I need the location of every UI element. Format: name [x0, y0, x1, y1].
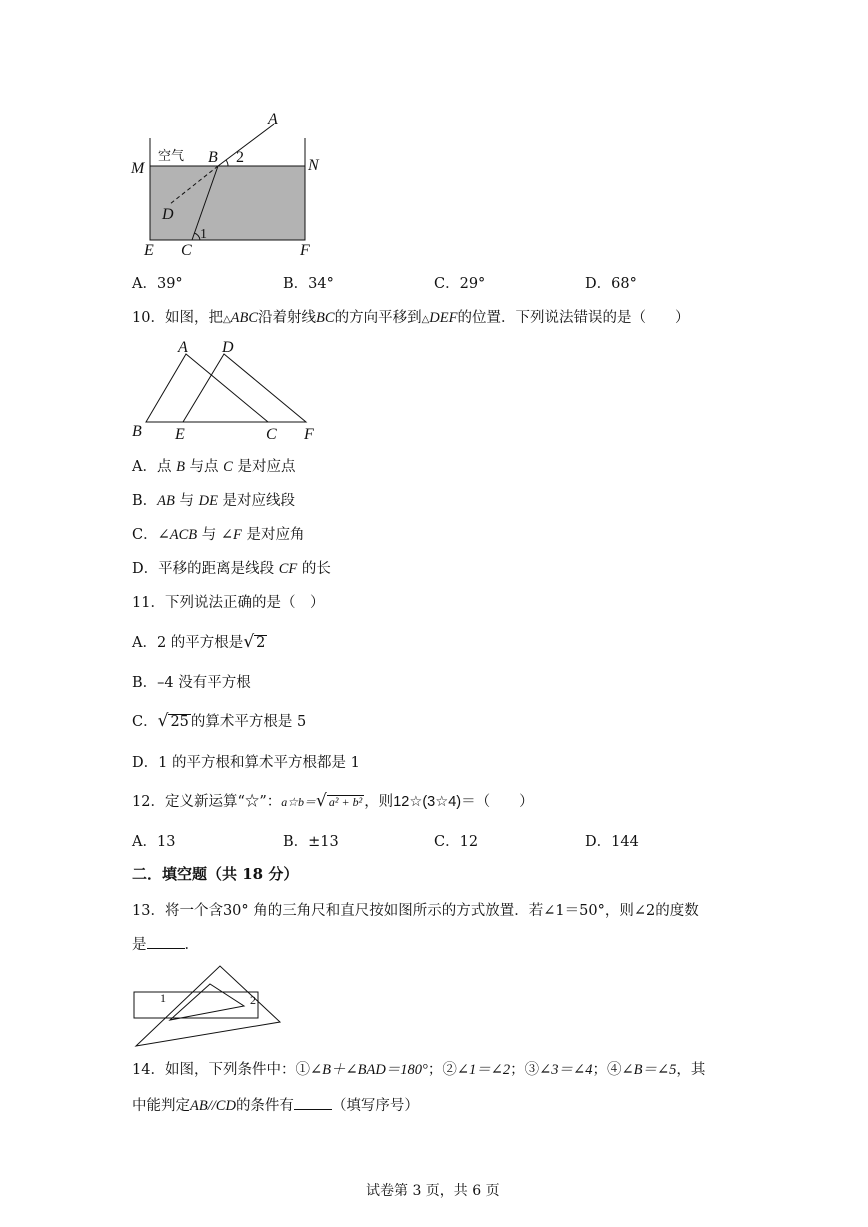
- triangle-ruler-inner: [170, 984, 244, 1020]
- label-2: 2: [236, 149, 244, 166]
- q12-option-c: C．12: [434, 834, 479, 850]
- q12-option-a: A．13: [132, 834, 176, 850]
- answer-blank[interactable]: [294, 1097, 332, 1110]
- label-N: N: [308, 157, 319, 174]
- q11-stem: 11．下列说法正确的是（ ）: [132, 595, 325, 611]
- figure-ruler-triangle: [128, 960, 288, 1052]
- label-B: B: [208, 149, 218, 166]
- ruler: [134, 992, 258, 1018]
- q10-option-d: D．平移的距离是线段 CF 的长: [132, 561, 331, 577]
- water-region: [150, 166, 305, 240]
- label-B: B: [132, 423, 142, 440]
- q11-option-d: D．1 的平方根和算术平方根都是 1: [132, 755, 360, 771]
- label-M: M: [131, 160, 145, 177]
- q9-option-c: C．29°: [434, 276, 486, 292]
- label-F: F: [300, 242, 310, 258]
- triangle-abc: [146, 354, 268, 422]
- angle-2-label: 2: [250, 993, 256, 1007]
- q11-option-b: B．–4 没有平方根: [132, 675, 251, 691]
- label-A: A: [178, 339, 188, 356]
- section-heading: 二．填空题（共 18 分）: [132, 865, 299, 883]
- q12-option-b: B．±13: [283, 834, 339, 850]
- label-D: D: [162, 206, 174, 223]
- label-F: F: [304, 426, 314, 443]
- angle-1-label: 1: [160, 991, 166, 1005]
- q11-option-c: C．√ 25 的算术平方根是 5: [132, 711, 307, 731]
- figure-translation: [128, 336, 328, 444]
- label-C: C: [181, 242, 192, 258]
- q9-option-a: A．39°: [132, 276, 183, 292]
- figure-refraction: [128, 108, 338, 258]
- label-E: E: [144, 242, 154, 258]
- q12-stem: 12．定义新运算“☆”：a☆b＝√ a² + b² ，则12☆(3☆4)＝（ ）: [132, 791, 534, 811]
- label-A: A: [268, 111, 278, 128]
- q10-stem: 10．如图，把△ABC沿着射线BC的方向平移到△DEF的位置．下列说法错误的是（ ）: [132, 310, 690, 326]
- q11-option-a: A．2 的平方根是√ 2: [132, 632, 266, 652]
- label-C: C: [266, 426, 277, 443]
- q10-option-a: A．点 B 与点 C 是对应点: [132, 459, 296, 475]
- q14-line2: 中能判定AB//CD的条件有 （填写序号）: [132, 1098, 419, 1114]
- q13-line2: 是 ．: [132, 937, 199, 953]
- q12-option-d: D．144: [585, 834, 639, 850]
- air-label: 空气: [158, 148, 185, 163]
- triangle-def: [183, 354, 306, 422]
- q10-option-b: B．AB 与 DE 是对应线段: [132, 493, 296, 509]
- incident-ray: [218, 124, 274, 166]
- q10-option-c: C．∠ACB 与 ∠F 是对应角: [132, 527, 305, 543]
- answer-blank[interactable]: [147, 936, 185, 949]
- q9-option-d: D．68°: [585, 276, 637, 292]
- label-1: 1: [200, 227, 207, 242]
- page-footer: 试卷第 3 页，共 6 页: [366, 1183, 500, 1199]
- q14-line1: 14．如图，下列条件中：①∠B＋∠BAD＝180°；②∠1＝∠2；③∠3＝∠4；④∠B＝∠5，其: [132, 1062, 706, 1078]
- label-E: E: [175, 426, 185, 443]
- q9-option-b: B．34°: [283, 276, 334, 292]
- label-D: D: [222, 339, 234, 356]
- q13-line1: 13．将一个含30° 角的三角尺和直尺按如图所示的方式放置．若∠1＝50°，则∠2的度数: [132, 903, 699, 919]
